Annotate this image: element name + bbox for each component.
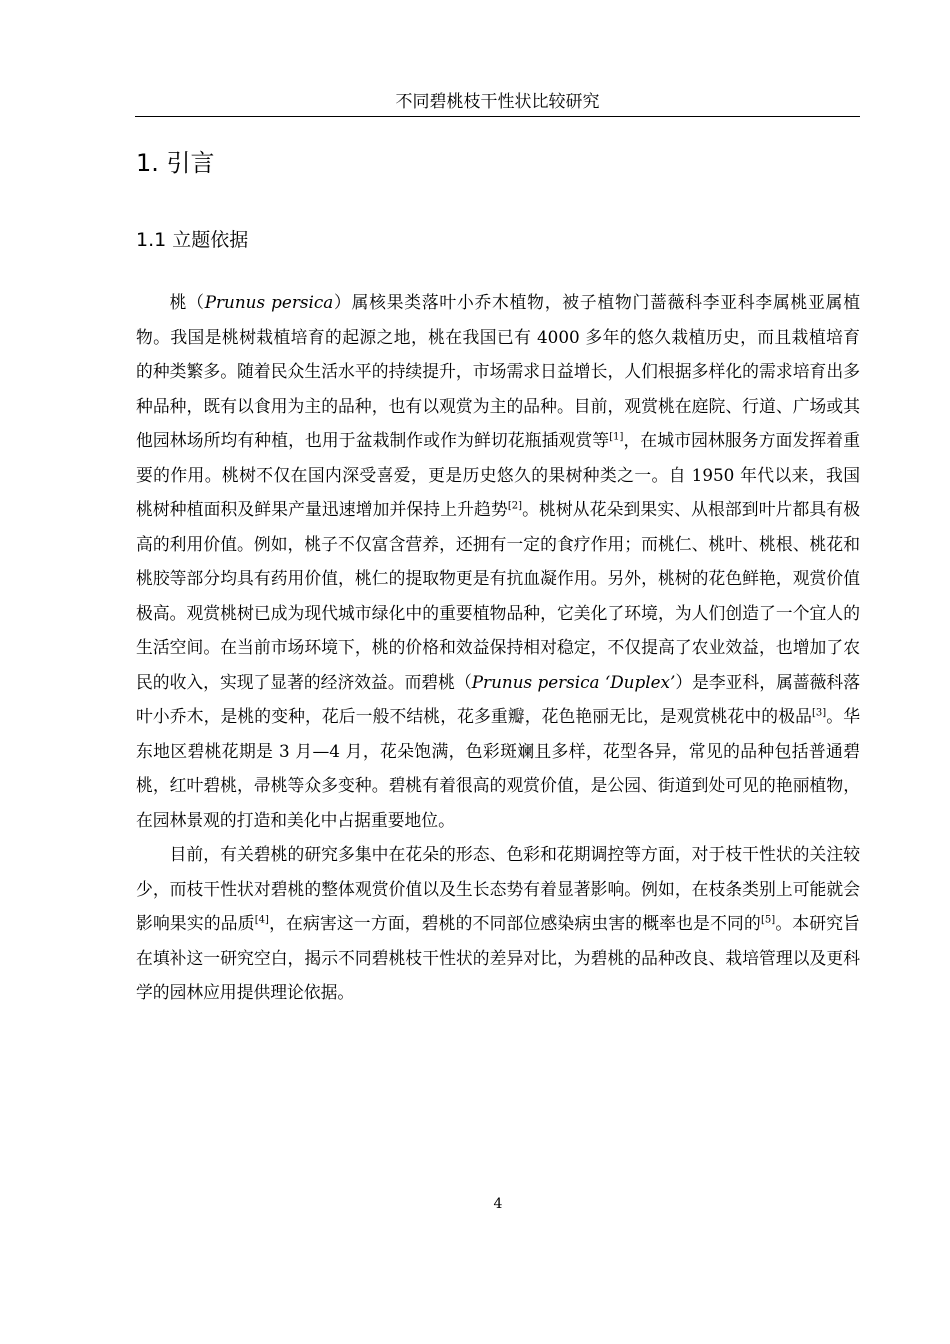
para1-text-6: 。华东地区碧桃花期是 3 月—4 月，花朵饱满，色彩斑斓且多样，花型各异，常见的品种包括普通碧桃，红叶碧桃，帚桃等众多变种。碧桃有着很高的观赏价值，是公园、街道到处可见的艳丽植物，在园林景观的打造和美化中占据重要地位。 [136, 706, 860, 830]
paragraph-2 [136, 837, 860, 1010]
citation-3[interactable]: [3] [812, 707, 827, 719]
citation-5[interactable]: [5] [760, 914, 776, 926]
citation-4[interactable]: [4] [254, 914, 269, 926]
para2-text-1: 目前，有关碧桃的研究多集中在花朵的形态、色彩和花期调控等方面，对于枝干性状的关注较少，而枝干性状对碧桃的整体观赏价值以及生长态势有着显著影响。例如，在枝条类别上可能就会影响果实的品质 [136, 844, 860, 933]
citation-2[interactable]: [2] [507, 500, 522, 512]
running-header-title: 不同碧桃枝干性状比较研究 [395, 92, 600, 112]
running-header [135, 90, 860, 117]
body-text [136, 285, 860, 1010]
para1-text-2: ）属核果类落叶小乔木植物，被子植物门蔷薇科李亚科李属桃亚属植物。我国是桃树栽植培育的起源之地，桃在我国已有 4000 多年的悠久栽植历史，而且栽植培育的种类繁多。随着民众生活水平的持续提升，市场需求日益增长，人们根据多样化的需求培育出多种品种，既有以食用为主的品种，也有以观赏为主的品种。目前，观赏桃在庭院、行道、广场或其他园林场所均有种植，也用于盆栽制作或作为鲜切花瓶插观赏等 [136, 292, 860, 450]
latin-name-duplex: Prunus persica ‘Duplex’ [471, 671, 676, 692]
citation-1[interactable]: [1] [609, 431, 624, 443]
section-heading: 1. 引言 [136, 149, 215, 177]
para1-text-5: ）是李亚科，属蔷薇科落叶小乔木，是桃的变种，花后一般不结桃，花多重瓣，花色艳丽无比，是观赏桃花中的极品 [136, 671, 860, 726]
subsection-heading: 1.1 立题依据 [136, 229, 249, 251]
para2-text-2: ，在病害这一方面，碧桃的不同部位感染病虫害的概率也是不同的 [268, 913, 761, 933]
para1-text-3: ，在城市园林服务方面发挥着重要的作用。桃树不仅在国内深受喜爱，更是历史悠久的果树种类之一。自 1950 年代以来，我国桃树种植面积及鲜果产量迅速增加并保持上升趋势 [136, 430, 860, 519]
latin-name-prunus-persica: Prunus persica [204, 292, 334, 312]
para1-text-1: 桃（ [169, 292, 205, 312]
page-number: 4 [493, 1196, 503, 1212]
paragraph-1 [136, 285, 860, 837]
para1-text-4: 。桃树从花朵到果实、从根部到叶片都具有极高的利用价值。例如，桃子不仅富含营养，还拥有一定的食疗作用；而桃仁、桃叶、桃根、桃花和桃胶等部分均具有药用价值，桃仁的提取物更是有抗血凝作用。另外，桃树的花色鲜艳，观赏价值极高。观赏桃树已成为现代城市绿化中的重要植物品种，它美化了环境，为人们创造了一个宜人的生活空间。在当前市场环境下，桃的价格和效益保持相对稳定，不仅提高了农业效益，也增加了农民的收入，实现了显著的经济效益。而碧桃（ [136, 499, 860, 692]
para2-text-3: 。本研究旨在填补这一研究空白，揭示不同碧桃枝干性状的差异对比，为碧桃的品种改良、栽培管理以及更科学的园林应用提供理论依据。 [136, 913, 860, 1002]
